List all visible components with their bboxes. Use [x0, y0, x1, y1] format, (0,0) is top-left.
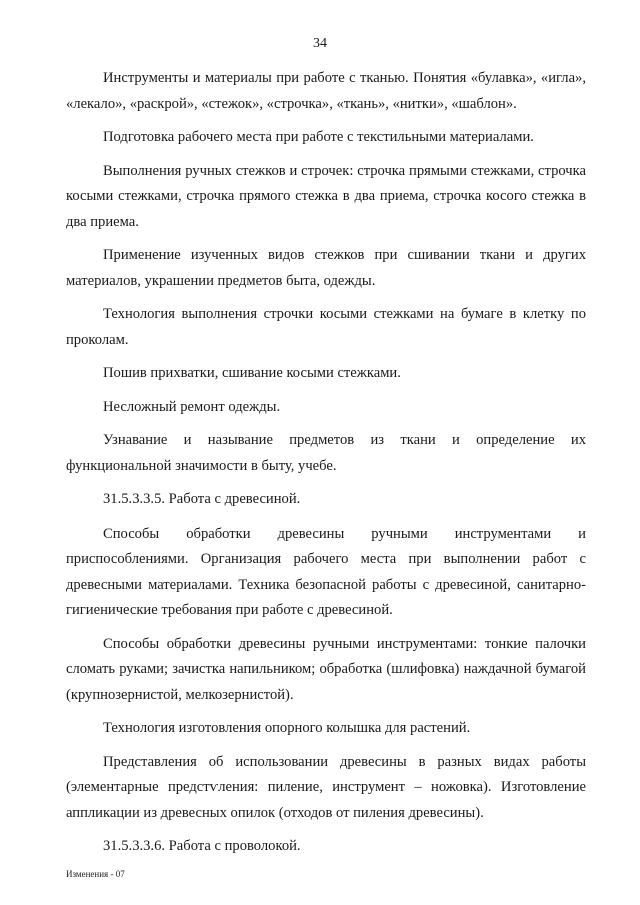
paragraph-hand-stitches: Выполнения ручных стежков и строчек: строчка прямыми стежками, строчка косыми стежками, строчка прямого стежка в два приема, строчка косого стежка в два приема. [66, 162, 586, 230]
paragraph-workplace-textile: Подготовка рабочего места при работе с текстильными материалами. [103, 129, 534, 145]
paragraph-stitch-technology: Технология выполнения строчки косыми стежками на бумаге в клетку по проколам. [66, 306, 586, 348]
paragraph-fabric-items: Узнавание и называние предметов из ткани и определение их функциональной значимости в быту, учебе. [66, 432, 586, 474]
paragraph-tools-materials: Инструменты и материалы при работе с тканью. Понятия «булавка», «игла», «лекало», «раскрой», «стежок», «строчка», «ткань», «нитки», «шаблон». [66, 70, 586, 112]
paragraph-potholder: Пошив прихватки, сшивание косыми стежками. [103, 365, 401, 381]
section-heading-wood: 31.5.3.3.5. Работа с древесиной. [103, 491, 301, 507]
footer-revision: Изменения - 07 [66, 869, 125, 879]
paragraph-stitch-application: Применение изученных видов стежков при сшивании ткани и других материалов, украшении предметов быта, одежды. [66, 247, 586, 289]
paragraph-wood-processing: Способы обработки древесины ручными инструментами и приспособлениями. Организация рабочего места при выполнении работ с древесными материалами. Техника безопасной работы с древесиной, санитарно-гигиенические требования при работе с древесиной. [66, 525, 586, 618]
section-heading-wire: 31.5.3.3.6. Работа с проволокой. [103, 838, 301, 854]
page-number: 34 [313, 36, 327, 51]
document-body [66, 66, 586, 869]
paragraph-plant-peg: Технология изготовления опорного колышка для растений. [103, 720, 471, 736]
paragraph-wood-usage: Представления об использовании древесины в разных видах работы (элементарные предстѵления: пиление, инструмент – ножовка). Изготовление аппликации из древесных опилок (отходов от пиления древесины). [66, 753, 586, 821]
paragraph-wood-hand-tools: Способы обработки древесины ручными инструментами: тонкие палочки сломать руками; зачистка напильником; обработка (шлифовка) наждачной бумагой (крупнозернистой, мелкозернистой). [66, 635, 586, 703]
paragraph-clothes-repair: Несложный ремонт одежды. [103, 398, 281, 415]
